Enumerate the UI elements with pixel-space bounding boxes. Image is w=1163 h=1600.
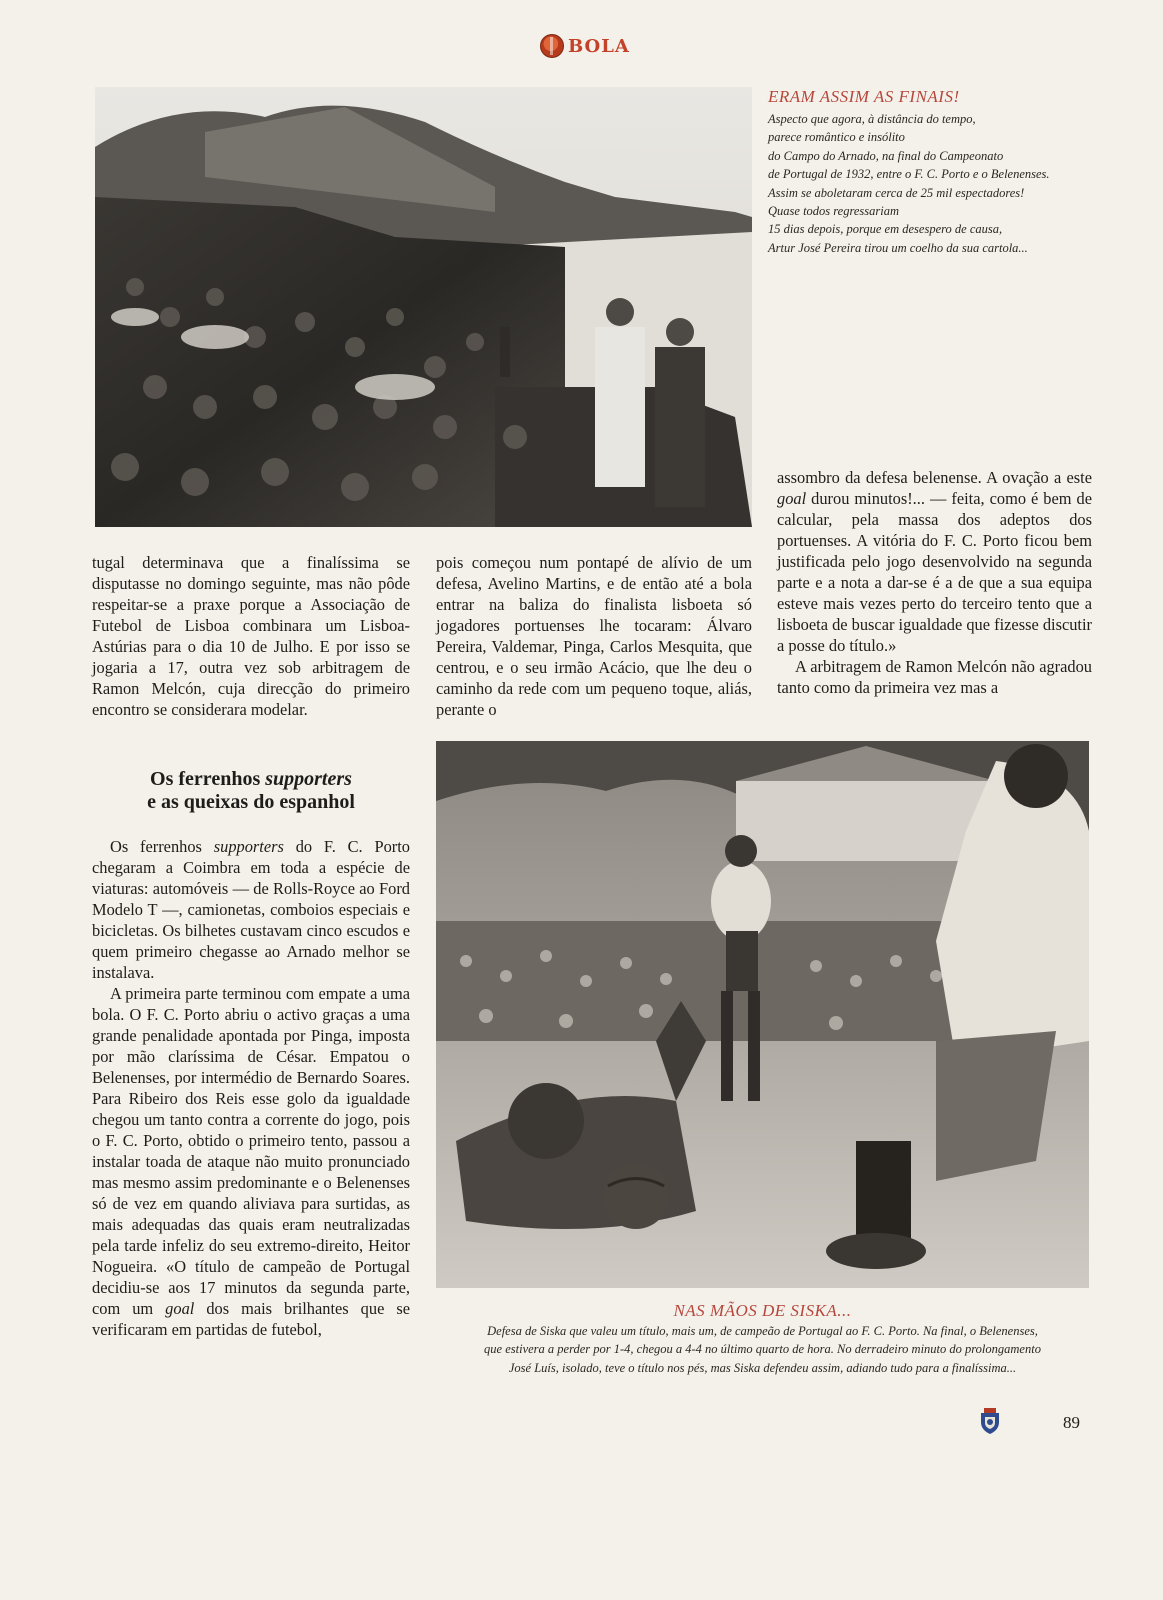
stadium-crowd-photo [95,87,752,527]
ball-icon [540,34,564,58]
paragraph: assombro da defesa belenense. A ovação a este goal durou minutos!... — feita, como é bem de calcular, pela massa dos adeptos dos portuenses. A vitória do F. C. Porto ficou bem justificada pelo jogo desenvolvido na segunda parte e a nota a dar-se é a de que a sua equipa esteve mais vezes perto do terceiro tento que a lisboeta de buscar igualdade que fizesse discutir a posse do título.» [777,468,1092,655]
caption-line: José Luís, isolado, teve o título nos pés, mas Siska defendeu assim, adiando tudo para a finalíssima... [508,1360,1017,1375]
paragraph: A arbitragem de Ramon Melcón não agradou tanto como da primeira vez mas a [777,657,1092,697]
subheading-text: Os ferrenhos [150,768,266,790]
caption-line: que estivera a perder por 1-4, chegou a 4-4 no último quarto de hora. No derradeiro minuto do prolongamento [484,1342,1041,1357]
logo-text: BOLA [568,35,630,57]
caption-line: Artur José Pereira tirou um coelho da sua cartola... [768,240,1028,255]
bottom-photo-caption [436,1302,1089,1377]
subheading-italic: supporters [265,768,352,790]
caption-line: Quase todos regressariam [768,204,900,219]
caption-line: 15 dias depois, porque em desespero de causa, [768,222,1003,237]
paragraph: Os ferrenhos supporters do F. C. Porto chegaram a Coimbra em toda a espécie de viaturas: automóveis — de Rolls-Royce ao Ford Modelo T —, camionetas, comboios especiais e bicicletas. Os bilhetes custavam cinco escudos e quem primeiro chegasse ao Arnado melhor se instalava. [92,837,410,982]
fc-porto-crest-icon [979,1408,1001,1434]
paragraph: A primeira parte terminou com empate a uma bola. O F. C. Porto abriu o activo graças a uma grande penalidade apontada por Pinga, imposta por mão claríssima de César. Empatou o Belenenses, por intermédio de Bernardo Soares. Para Ribeiro dos Reis esse golo da igualdade chegou um tanto contra a corrente do jogo, pois o F. C. Porto, obtido o primeiro tento, passou a instalar toada de ataque não muito pronunciado mas mesmo assim predominante e o Belenenses só de vez em quando aliviava para surtidas, as mais adequadas das quais eram neutralizadas pela tarde infeliz do seu extremo-direito, Heitor Nogueira. «O título de campeão de Portugal decidiu-se aos 17 minutos da segunda parte, com um goal dos mais brilhantes que se verificaram em partidas de futebol, [92,984,410,1339]
article-column-b-top [436,552,752,720]
top-photo-caption [768,86,1108,257]
article-column-c-top [777,467,1092,698]
section-subheading [92,768,410,814]
goalkeeper-save-photo [436,741,1089,1288]
paragraph: pois começou num pontapé de alívio de um defesa, Avelino Martins, e de então até a bola entrar na baliza do finalista lisboeta só jogadores portuenses lhe tocaram: Álvaro Pereira, Valdemar, Pinga, Carlos Mesquita, que centrou, e o seu irmão Acácio, que lhe deu o caminho da rede com um pequeno toque, aliás, perante o [436,553,752,719]
caption-line: Aspecto que agora, à distância do tempo, [768,112,976,126]
caption-line: Assim se aboletaram cerca de 25 mil espectadores! [768,185,1025,200]
caption-title: ERAM ASSIM AS FINAIS! [768,87,960,106]
caption-line: parece romântico e insólito [768,130,905,145]
caption-line: do Campo do Arnado, na final do Campeonato [768,148,1004,163]
magazine-logo [540,34,630,58]
caption-line: Defesa de Siska que valeu um título, mais um, de campeão de Portugal ao F. C. Porto. Na final, o Belenenses, [487,1323,1038,1338]
page-number: 89 [1063,1413,1080,1432]
article-column-a-bottom [92,836,410,1340]
caption-line: de Portugal de 1932, entre o F. C. Porto e o Belenenses. [768,167,1050,182]
subheading-text: e as queixas do espanhol [147,791,355,813]
caption-title: NAS MÃOS DE SISKA... [673,1301,852,1320]
paragraph: tugal determinava que a finalíssima se disputasse no domingo seguinte, mas não pôde respeitar-se a praxe porque a Associação de Futebol de Lisboa combinara um Lisboa-Astúrias para o dia 10 de Julho. E por isso se jogaria a 17, outra vez sob arbitragem de Ramon Melcón, cuja direcção do primeiro encontro se considerara modelar. [92,553,410,719]
article-column-a-top [92,552,410,720]
